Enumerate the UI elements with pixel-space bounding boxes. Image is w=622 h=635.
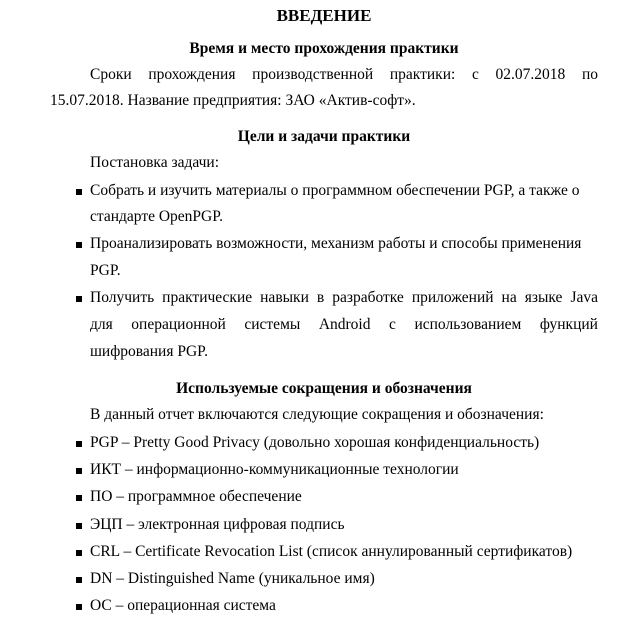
goals-intro: Постановка задачи: [90,154,220,171]
word: производственной [252,66,374,83]
word: разработке [332,289,404,306]
abbreviation-entry: DN – Distinguished Name (уникальное имя) [90,570,375,587]
bullet-icon [76,577,82,583]
abbreviation-entry: PGP – Pretty Good Privacy (довольно хорошая конфиденциальность) [90,434,540,451]
word: 02.07.2018 [495,66,566,83]
word: с [471,66,479,83]
section-heading-abbreviations: Используемые сокращения и обозначения [176,380,472,397]
bullet-icon [76,495,82,501]
word: приложений [411,289,494,306]
word: функций [539,316,598,333]
word: для [90,316,113,333]
word: Сроки [90,66,132,83]
bullet-icon [76,523,82,529]
word: использованием [414,316,522,333]
word: по [581,66,598,83]
list-item-line: стандарте OpenPGP. [90,208,224,225]
bullet-icon [76,296,82,302]
list-item-line: Проанализировать возможности, механизм работы и способы применения [90,235,582,252]
list-item-line [90,289,598,307]
abbreviation-entry: CRL – Certificate Revocation List (список аннулированный сертификатов) [90,543,573,560]
abbreviations-intro: В данный отчет включаются следующие сокращения и обозначения: [90,406,544,423]
list-item-line: шифрования PGP. [90,343,208,360]
word: языке [524,289,563,306]
word: на [501,289,517,306]
list-item-line: PGP. [90,262,121,279]
word: Получить [90,289,155,306]
bullet-icon [76,604,82,610]
paragraph-dates-line2: 15.07.2018. Название предприятия: ЗАО «Актив-софт». [50,92,416,109]
word: Java [570,289,598,306]
list-item-line [90,316,598,334]
bullet-icon [76,550,82,556]
abbreviation-entry: ИКТ – информационно-коммуникационные технологии [90,461,459,478]
bullet-icon [76,441,82,447]
word: прохождения [148,66,236,83]
bullet-icon [76,242,82,248]
section-heading-goals: Цели и задачи практики [237,128,411,145]
page-title: ВВЕДЕНИЕ [276,6,372,25]
word: в [316,289,325,306]
word: операционной [131,316,226,333]
bullet-icon [76,468,82,474]
word: практики: [389,66,456,83]
word: системы [244,316,301,333]
word: с [389,316,396,333]
bullet-icon [76,189,82,195]
section-heading-time-place: Время и место прохождения практики [189,40,459,57]
abbreviation-entry: ЭЦП – электронная цифровая подпись [90,516,345,533]
list-item-line: Собрать и изучить материалы о программном обеспечении PGP, а также о [90,182,580,199]
word: навыки [260,289,309,306]
paragraph-dates-line1 [90,66,598,84]
word: Android [318,316,371,333]
abbreviation-entry: ОС – операционная система [90,597,276,614]
abbreviation-entry: ПО – программное обеспечение [90,488,302,505]
word: практические [162,289,253,306]
